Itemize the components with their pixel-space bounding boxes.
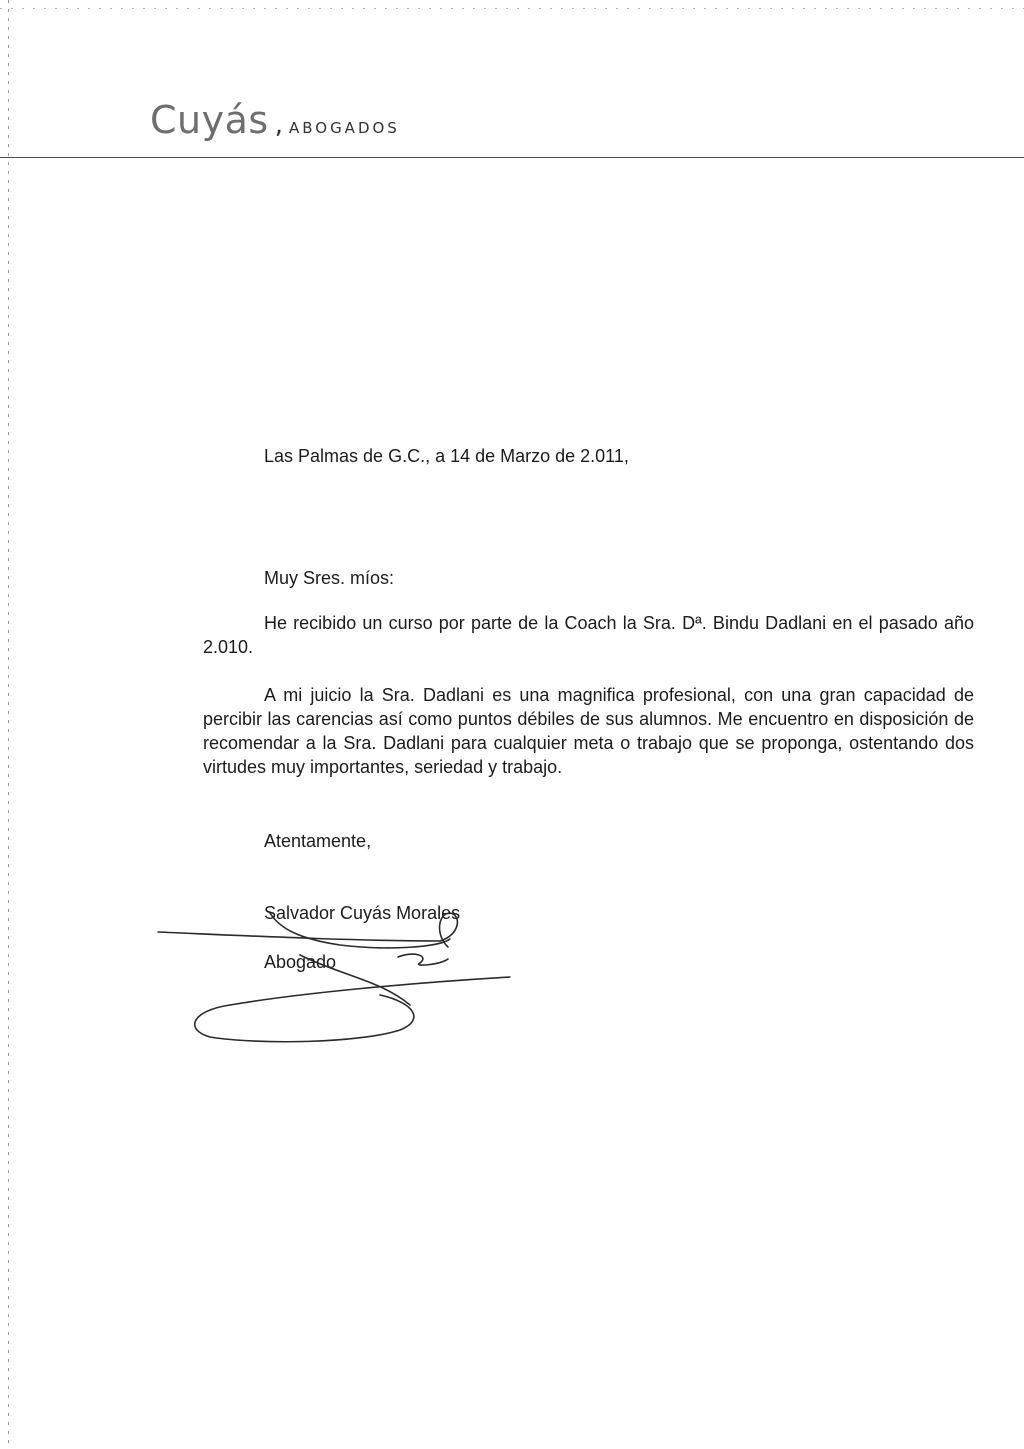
scan-border-top	[0, 8, 1024, 9]
body-paragraph-2: A mi juicio la Sra. Dadlani es una magnifica profesional, con una gran capacidad de percibir las carencias así como puntos débiles de sus alumnos. Me encuentro en disposición de recomendar a la Sra. Dadlani para cualquier meta o trabajo que se proponga, ostentando dos virtudes muy importantes, seriedad y trabajo.	[203, 685, 974, 777]
handwritten-signature	[150, 895, 530, 1055]
closing: Atentamente,	[264, 831, 372, 851]
scan-border-left	[8, 0, 9, 1449]
signer-title: Abogado	[264, 952, 337, 972]
letterhead-subtitle: ABOGADOS	[288, 119, 400, 137]
letterhead-separator: ,	[274, 110, 283, 140]
signer-name: Salvador Cuyás Morales	[264, 903, 461, 923]
salutation: Muy Sres. míos:	[264, 568, 395, 588]
letterhead-rule	[0, 157, 1024, 158]
letterhead-firm-name: Cuyás	[150, 98, 269, 142]
body-paragraph-1: He recibido un curso por parte de la Coach la Sra. Dª. Bindu Dadlani en el pasado año 2.010.	[203, 613, 974, 657]
date-line: Las Palmas de G.C., a 14 de Marzo de 2.011,	[264, 446, 629, 466]
letterhead	[150, 98, 400, 142]
